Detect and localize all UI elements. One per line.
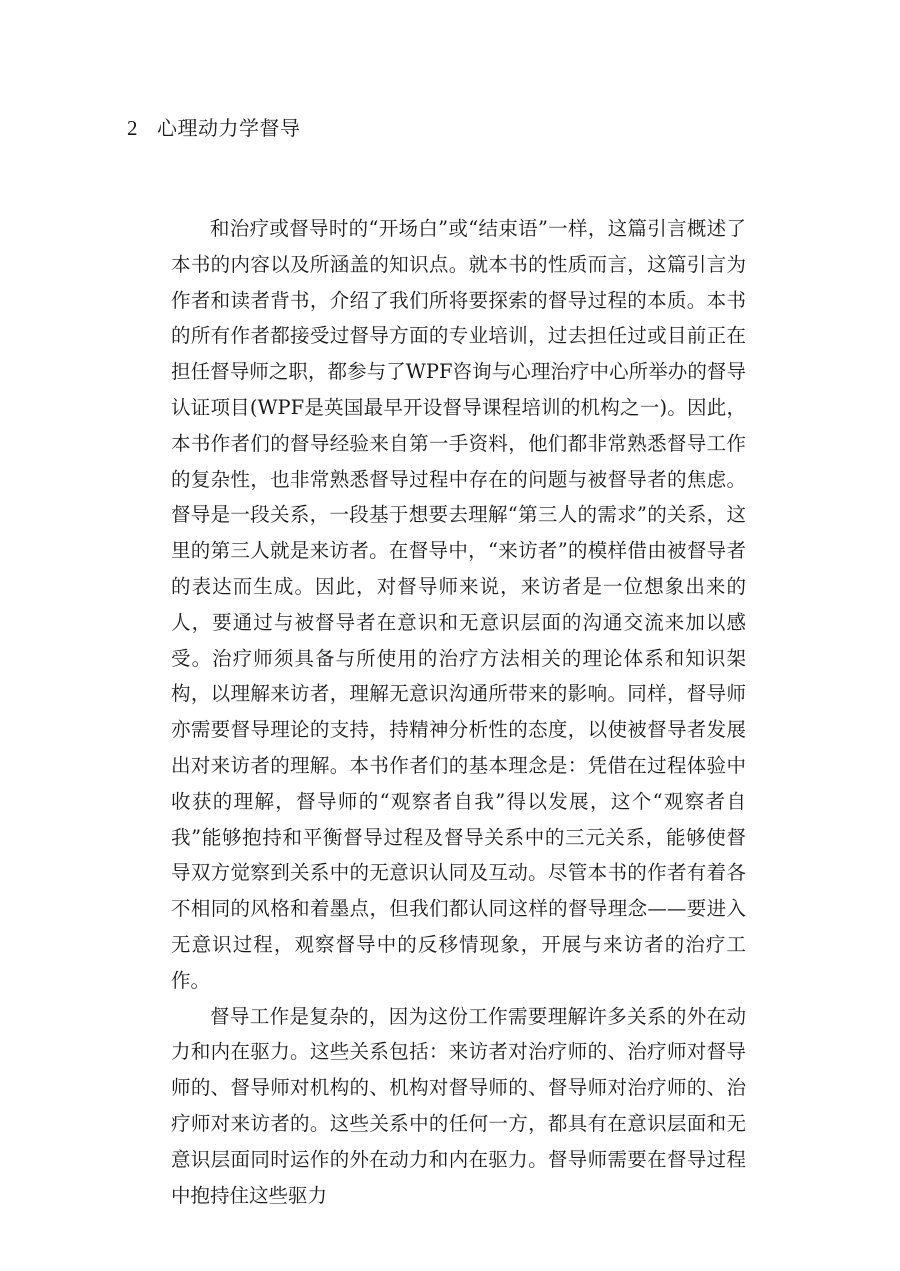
body-text: [171, 211, 746, 1213]
paragraph-1: 和治疗或督导时的“开场白”或“结束语”一样，这篇引言概述了本书的内容以及所涵盖的知识点。就本书的性质而言，这篇引言为作者和读者背书，介绍了我们所将要探索的督导过程的本质。本书的所有作者都接受过督导方面的专业培训，过去担任过或目前正在担任督导师之职，都参与了WPF咨询与心理治疗中心所举办的督导认证项目(WPF是英国最早开设督导课程培训的机构之一)。因此，本书作者们的督导经验来自第一手资料，他们都非常熟悉督导工作的复杂性，也非常熟悉督导过程中存在的问题与被督导者的焦虑。督导是一段关系，一段基于想要去理解“第三人的需求”的关系，这里的第三人就是来访者。在督导中，“来访者”的模样借由被督导者的表达而生成。因此，对督导师来说，来访者是一位想象出来的人，要通过与被督导者在意识和无意识层面的沟通交流来加以感受。治疗师须具备与所使用的治疗方法相关的理论体系和知识架构，以理解来访者，理解无意识沟通所带来的影响。同样，督导师亦需要督导理论的支持，持精神分析性的态度，以使被督导者发展出对来访者的理解。本书作者们的基本理念是：凭借在过程体验中收获的理解，督导师的“观察者自我”得以发展，这个“观察者自我”能够抱持和平衡督导过程及督导关系中的三元关系，能够使督导双方觉察到关系中的无意识认同及互动。尽管本书的作者有着各不相同的风格和着墨点，但我们都认同这样的督导理念——要进入无意识过程，观察督导中的反移情现象，开展与来访者的治疗工作。: [171, 217, 746, 992]
page-number: 2: [127, 116, 138, 140]
running-title: 心理动力学督导: [157, 116, 301, 140]
paragraph-2: 督导工作是复杂的，因为这份工作需要理解许多关系的外在动力和内在驱力。这些关系包括：来访者对治疗师的、治疗师对督导师的、督导师对机构的、机构对督导师的、督导师对治疗师的、治疗师对来访者的。这些关系中的任何一方，都具有在意识层面和无意识层面同时运作的外在动力和内在驱力。督导师需要在督导过程中抱持住这些驱力: [171, 1004, 746, 1207]
page-header: [127, 112, 301, 146]
